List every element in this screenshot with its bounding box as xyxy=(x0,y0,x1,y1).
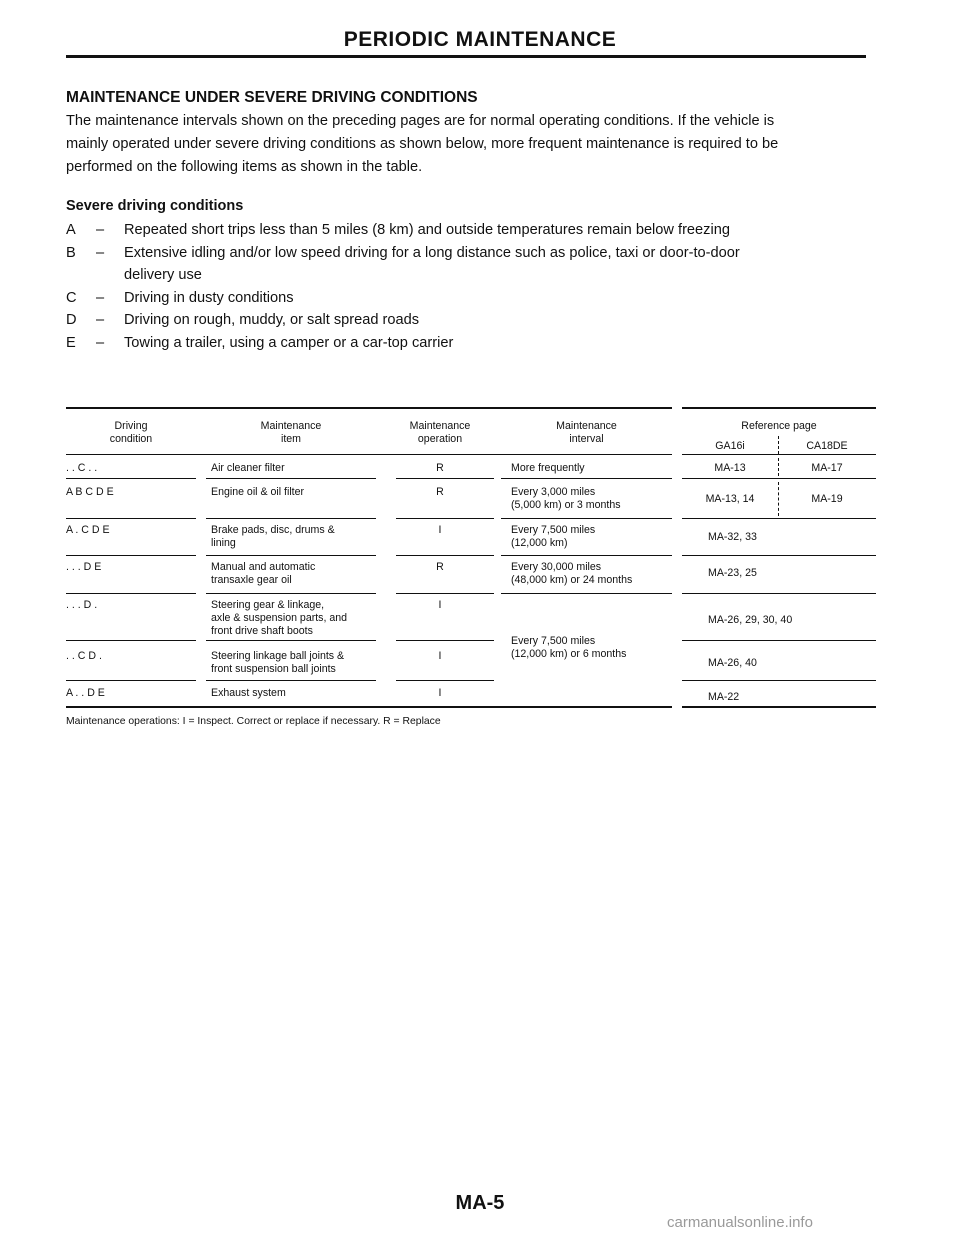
watermark: carmanualsonline.info xyxy=(667,1214,813,1231)
row-item: Brake pads, disc, drums & lining xyxy=(211,524,335,549)
intro-line: The maintenance intervals shown on the preceding pages are for normal operating conditions. If the vehicle is xyxy=(66,113,775,129)
row-ref: MA-26, 40 xyxy=(708,657,757,669)
row-operation: I xyxy=(438,650,442,662)
condition-dash: – xyxy=(96,289,105,306)
table-rule xyxy=(66,680,196,681)
condition-text: Towing a trailer, using a camper or a car-top carrier xyxy=(124,334,454,351)
table-rule xyxy=(66,454,672,455)
intro-paragraph xyxy=(66,110,886,179)
row-ref-ga16i: MA-13 xyxy=(714,462,746,474)
condition-letter xyxy=(66,264,96,287)
condition-letter: D xyxy=(66,312,77,329)
shared-interval: Every 7,500 miles (12,000 km) or 6 months xyxy=(511,635,627,660)
table-rule xyxy=(206,593,376,594)
condition-text: Repeated short trips less than 5 miles (8 km) and outside temperatures remain below freezing xyxy=(124,222,730,238)
row-item: Steering linkage ball joints & front suspension ball joints xyxy=(211,650,345,675)
row-ref-ga16i: MA-13, 14 xyxy=(705,493,755,505)
table-rule xyxy=(396,555,494,556)
condition-letter: B xyxy=(66,244,76,261)
condition-dash: – xyxy=(96,244,105,261)
intro-line: mainly operated under severe driving conditions as shown below, more frequent maintenance is required to be xyxy=(66,136,779,152)
row-condition: . . C . . xyxy=(66,462,98,474)
conditions-list xyxy=(66,219,886,355)
table-rule xyxy=(206,680,376,681)
table-rule xyxy=(501,518,672,519)
row-operation: R xyxy=(436,462,444,474)
ref-divider xyxy=(778,436,779,454)
header-maintenance-interval: Maintenance interval xyxy=(556,420,617,445)
header-driving-condition: Driving condition xyxy=(109,420,153,445)
table-rule xyxy=(66,593,196,594)
table-rule xyxy=(682,407,876,409)
table-rule xyxy=(682,706,876,708)
table-rule xyxy=(396,593,494,594)
row-item: Manual and automatic transaxle gear oil xyxy=(211,561,316,586)
row-ref-ca18de: MA-17 xyxy=(811,462,843,474)
table-rule xyxy=(682,555,876,556)
table-rule xyxy=(501,555,672,556)
conditions-heading: Severe driving conditions xyxy=(66,198,244,214)
condition-item xyxy=(66,219,886,242)
header-maintenance-operation: Maintenance operation xyxy=(409,420,471,445)
table-rule xyxy=(682,454,876,455)
table-rule xyxy=(501,593,672,594)
table-rule xyxy=(66,518,196,519)
table-rule xyxy=(396,518,494,519)
table-rule xyxy=(682,680,876,681)
row-condition: . . . D E xyxy=(66,561,102,573)
table-rule xyxy=(682,640,876,641)
page-title: PERIODIC MAINTENANCE xyxy=(343,28,617,51)
condition-text: Driving on rough, muddy, or salt spread roads xyxy=(124,312,419,329)
condition-text: Driving in dusty conditions xyxy=(124,289,294,306)
table-rule xyxy=(206,555,376,556)
row-interval: Every 3,000 miles (5,000 km) or 3 months xyxy=(511,486,621,511)
row-ref: MA-22 xyxy=(708,691,740,703)
condition-text: Extensive idling and/or low speed driving for a long distance such as police, taxi or door-to-door xyxy=(124,244,740,261)
row-condition: A B C D E xyxy=(66,486,114,498)
condition-dash: – xyxy=(96,222,105,238)
intro-line: performed on the following items as shown in the table. xyxy=(66,159,423,175)
condition-letter: C xyxy=(66,289,77,306)
table-rule xyxy=(206,518,376,519)
row-operation: R xyxy=(436,561,444,573)
table-footnote: Maintenance operations: I = Inspect. Correct or replace if necessary. R = Replace xyxy=(66,716,441,727)
row-item: Exhaust system xyxy=(211,687,286,699)
row-condition: A . C D E xyxy=(66,524,110,536)
table-rule xyxy=(682,478,876,479)
condition-letter: E xyxy=(66,334,76,351)
table-rule xyxy=(66,478,196,479)
condition-item xyxy=(66,287,886,310)
table-rule xyxy=(66,640,196,641)
row-condition: . . C D . xyxy=(66,650,102,662)
condition-text: delivery use xyxy=(124,267,202,284)
row-interval: More frequently xyxy=(511,462,585,474)
row-operation: I xyxy=(438,687,442,699)
row-operation: R xyxy=(436,486,444,498)
row-item: Engine oil & oil filter xyxy=(211,486,305,498)
row-condition: . . . D . xyxy=(66,599,98,611)
header-ref-ca18de: CA18DE xyxy=(806,440,848,452)
row-ref: MA-32, 33 xyxy=(708,531,757,543)
row-operation: I xyxy=(438,524,442,536)
condition-letter: A xyxy=(66,222,76,238)
row-item: Air cleaner filter xyxy=(211,462,285,474)
maintenance-table xyxy=(66,404,876,724)
table-rule xyxy=(682,593,876,594)
header-maintenance-item: Maintenance item xyxy=(260,420,322,445)
condition-item xyxy=(66,264,886,287)
row-item: Steering gear & linkage, axle & suspension parts, and front drive shaft boots xyxy=(211,599,348,637)
table-rule xyxy=(206,478,376,479)
table-rule xyxy=(66,555,196,556)
condition-dash xyxy=(96,264,124,287)
table-rule xyxy=(396,680,494,681)
table-rule xyxy=(66,706,672,708)
row-condition: A . . D E xyxy=(66,687,105,699)
condition-dash: – xyxy=(96,334,105,351)
header-reference-page: Reference page xyxy=(741,420,817,432)
row-interval: Every 30,000 miles (48,000 km) or 24 months xyxy=(511,561,633,586)
table-rule xyxy=(396,640,494,641)
condition-item xyxy=(66,332,886,355)
table-rule xyxy=(396,478,494,479)
table-rule xyxy=(682,518,876,519)
row-ref: MA-26, 29, 30, 40 xyxy=(708,614,793,626)
row-interval: Every 7,500 miles (12,000 km) xyxy=(511,524,596,549)
header-ref-ga16i: GA16i xyxy=(715,440,745,452)
table-rule xyxy=(501,478,672,479)
title-rule xyxy=(66,55,866,58)
condition-dash: – xyxy=(96,312,105,329)
row-operation: I xyxy=(438,599,442,611)
row-ref-ca18de: MA-19 xyxy=(811,493,843,505)
condition-item xyxy=(66,309,886,332)
row-ref: MA-23, 25 xyxy=(708,567,757,579)
condition-item xyxy=(66,242,886,265)
section-heading: MAINTENANCE UNDER SEVERE DRIVING CONDITIONS xyxy=(66,89,478,106)
page-number: MA-5 xyxy=(455,1192,505,1214)
table-rule xyxy=(66,407,672,409)
table-rule xyxy=(206,640,376,641)
